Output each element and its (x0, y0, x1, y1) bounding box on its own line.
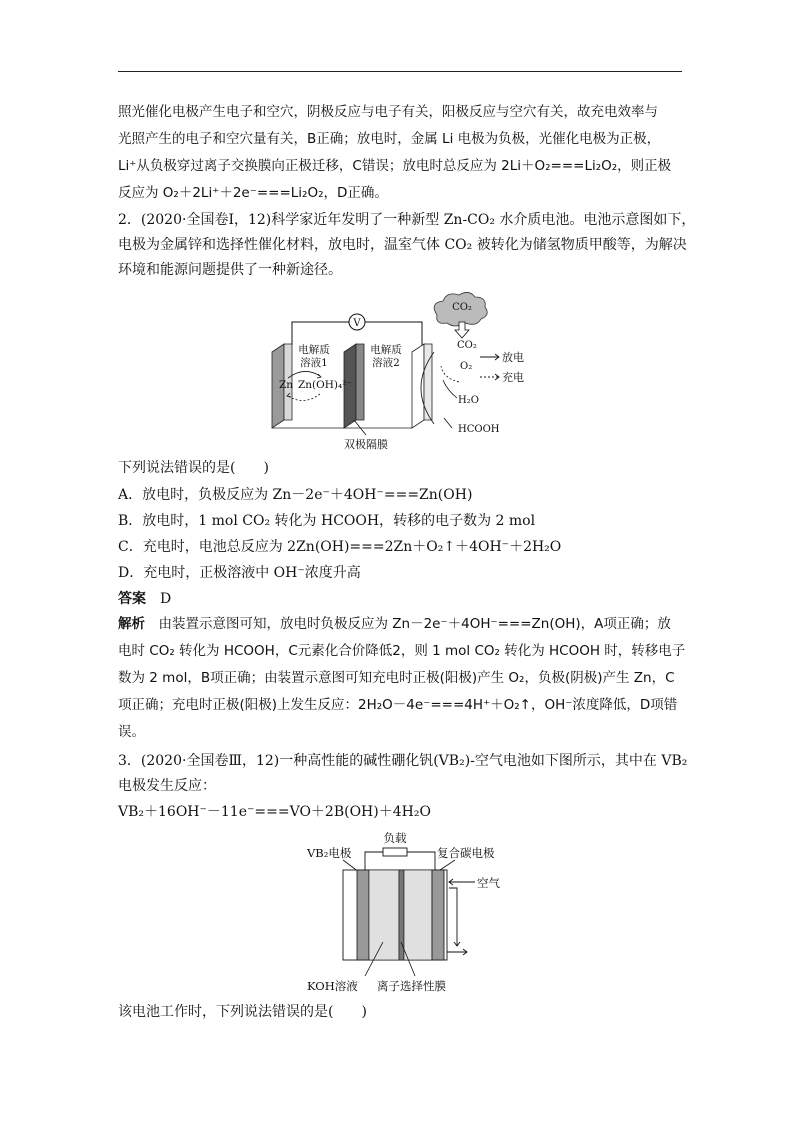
zn-label: Zn (279, 379, 294, 391)
hcooh-label: HCOOH (458, 424, 500, 435)
q2-question: 下列说法错误的是( ) (118, 460, 269, 476)
electrolyte1-label-b: 溶液1 (300, 357, 328, 369)
h2o-label: H₂O (458, 395, 479, 406)
q2-option-b: B．放电时，1 mol CO₂ 转化为 HCOOH，转移的电子数为 2 mol (118, 513, 536, 529)
q2-stem-line-3: 环境和能源问题提供了一种新途径。 (118, 262, 342, 278)
prev-explanation-line-3: Li⁺从负极穿过离子交换膜向正极迁移，C错误；放电时总反应为 2Li＋O₂===Li₂O₂，则正极 (118, 158, 672, 174)
q2-analysis-line-4: 项正确；充电时正极(阳极)上发生反应：2H₂O－4e⁻===4H⁺＋O₂↑，OH⁻浓度降低，D项错 (118, 697, 678, 713)
q2-analysis-line-2: 电时 CO₂ 转化为 HCOOH，C元素化合价降低2，则 1 mol CO₂ 转化为 HCOOH 时，转移电子 (118, 643, 686, 659)
q2-stem-line-1: 2．(2020·全国卷Ⅰ，12)科学家近年发明了一种新型 Zn-CO₂ 水介质电池。电池示意图如下， (118, 212, 696, 228)
vb2-air-battery-figure (305, 830, 525, 1000)
analysis-text-1: 由装置示意图可知，放电时负极反应为 Zn－2e⁻＋4OH⁻===Zn(OH)，A项正确；放 (158, 616, 671, 632)
cloud-label: CO₂ (452, 302, 472, 313)
co2-label: CO₂ (457, 340, 477, 351)
carbon-electrode-label: 复合碳电极 (437, 846, 495, 860)
o2-label: O₂ (460, 361, 473, 372)
prev-explanation-line-2: 光照产生的电子和空穴量有关，B正确；放电时，金属 Li 电极为负极，光催化电极为正极， (118, 131, 661, 147)
zn-co2-battery-figure (262, 290, 524, 451)
electrolyte1-label-a: 电解质 (298, 344, 330, 356)
zn-oh-label: Zn(OH)₄²⁻ (298, 379, 352, 391)
vb2-electrode (357, 870, 369, 960)
q2-answer-row (118, 590, 171, 608)
catalyst-electrode (412, 344, 424, 428)
voltmeter-label: V (353, 318, 361, 329)
prev-explanation-line-4: 反应为 O₂＋2Li⁺＋2e⁻===Li₂O₂，D正确。 (118, 185, 388, 201)
electrolyte2-label-a: 电解质 (370, 344, 402, 356)
discharge-label: 放电 (502, 351, 524, 364)
q2-analysis-line-1 (118, 615, 671, 633)
q3-stem-line-1: 3．(2020·全国卷Ⅲ，12)一种高性能的碱性硼化钒(VB₂)-空气电池如下图所示，其中在 VB₂ (118, 753, 688, 769)
q3-question: 该电池工作时，下列说法错误的是( ) (118, 1004, 367, 1020)
electrolyte2-label-b: 溶液2 (372, 357, 400, 369)
vb2-electrode-label: VB₂电极 (307, 846, 352, 860)
answer-label: 答案 (118, 591, 146, 607)
answer-value: D (160, 591, 172, 607)
charge-label: 充电 (502, 371, 524, 384)
load-resistor-icon (383, 848, 407, 856)
q2-analysis-line-5: 误。 (118, 724, 145, 740)
air-label: 空气 (477, 876, 500, 890)
q2-analysis-line-3: 数为 2 mol，B项正确；由装置示意图可知充电时正极(阳极)产生 O₂，负极(阴极)产生 Zn，C (118, 670, 675, 686)
prev-explanation-line-1: 照光催化电极产生电子和空穴，阴极反应与电子有关，阳极反应与空穴有关，故充电效率与 (118, 104, 658, 120)
membrane-label-q3: 离子选择性膜 (377, 979, 446, 993)
q2-option-c: C．充电时，电池总反应为 2Zn(OH)===2Zn＋O₂↑＋4OH⁻＋2H₂O (118, 539, 562, 555)
q3-equation: VB₂＋16OH⁻－11e⁻===VO＋2B(OH)＋4H₂O (118, 804, 431, 820)
membrane-label: 双极隔膜 (344, 438, 388, 451)
header-rule (118, 71, 682, 72)
koh-label: KOH溶液 (307, 979, 358, 993)
q2-option-d: D．充电时，正极溶液中 OH⁻浓度升高 (118, 565, 361, 581)
q3-stem-line-2: 电极发生反应： (118, 778, 216, 794)
load-label: 负载 (383, 831, 407, 845)
q2-option-a: A．放电时，负极反应为 Zn－2e⁻＋4OH⁻===Zn(OH) (118, 487, 473, 503)
analysis-label: 解析 (118, 616, 145, 632)
q2-stem-line-2: 电极为金属锌和选择性催化材料，放电时，温室气体 CO₂ 被转化为储氢物质甲酸等，为解决 (118, 237, 687, 253)
carbon-electrode (432, 870, 444, 960)
